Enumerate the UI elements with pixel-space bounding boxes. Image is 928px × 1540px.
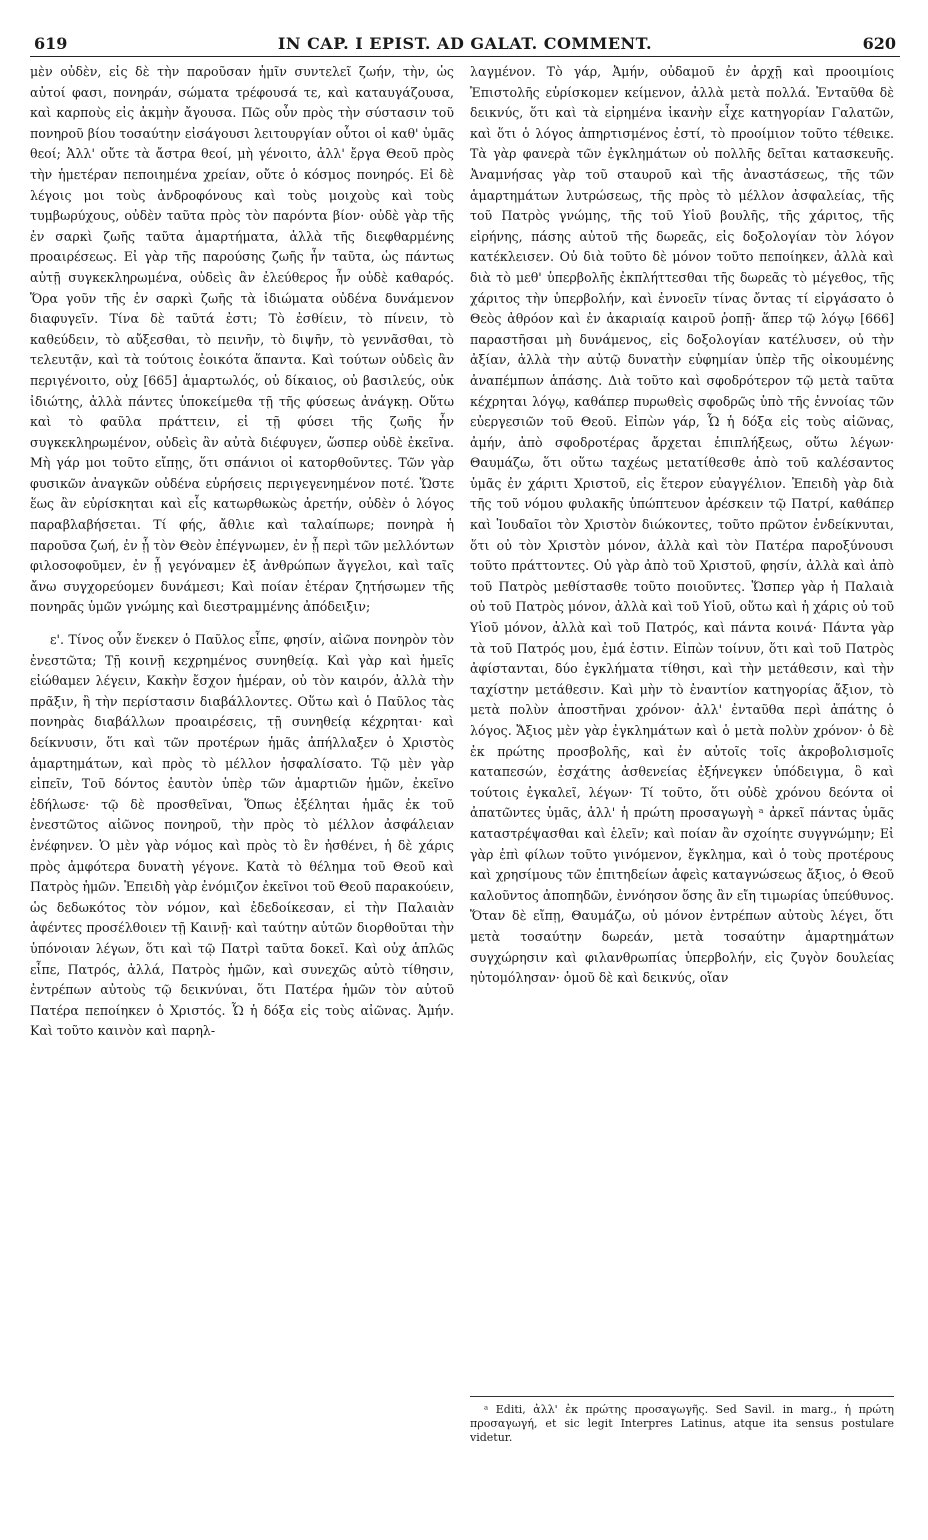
page-number-left: 619 (34, 34, 68, 53)
page-number-right: 620 (862, 34, 896, 53)
left-paragraph-2: ε'. Τίνος οὖν ἕνεκεν ὁ Παῦλος εἶπε, φησίν, αἰῶνα πονηρὸν τὸν ἐνεστῶτα; Τῇ κοινῇ κεχρημένος συνηθείᾳ. Καὶ γὰρ καὶ ἡμεῖς εἰώθαμεν λέγειν, Κακὴν ἔσχον ἡμέραν, οὐ τὸν καιρόν, ἀλλὰ τὴν πρᾶξιν, ἢ τὴν περίστασιν διαβάλλοντες. Οὕτω καὶ ὁ Παῦλος τὰς πονηρὰς διαβάλλων προαιρέσεις, τῇ συνηθείᾳ κέχρηται· καὶ δείκνυσιν, ὅτι καὶ τῶν προτέρων ἡμᾶς ἀπήλλαξεν ὁ Χριστὸς ἁμαρτημάτων, καὶ πρὸς τὸ μέλλον ἠσφαλίσατο. Τῷ μὲν γὰρ εἰπεῖν, Τοῦ δόντος ἑαυτὸν ὑπὲρ τῶν ἁμαρτιῶν ἡμῶν, ἐκεῖνο ἐδήλωσε· τῷ δὲ προσθεῖναι, Ὅπως ἐξέληται ἡμᾶς ἐκ τοῦ ἐνεστῶτος αἰῶνος πονηροῦ, τὴν πρὸς τὸ μέλλον ἀσφάλειαν ἐνέφηνεν. Ὁ μὲν γὰρ νόμος καὶ πρὸς τὸ ἓν ἠσθένει, ἡ δὲ χάρις πρὸς ἀμφότερα δυνατὴ γέγονε. Κατὰ τὸ θέλημα τοῦ Θεοῦ καὶ Πατρὸς ἡμῶν. Ἐπειδὴ γὰρ ἐνόμιζον ἐκεῖνοι τοῦ Θεοῦ παρακούειν, ὡς δεδωκότος τὸν νόμον, καὶ ἐδεδοίκεσαν, εἰ τὴν Παλαιὰν ἀφέντες προσέλθοιεν τῇ Καινῇ· καὶ ταύτην αὐτῶν διορθοῦται τὴν ὑπόνοιαν λέγων, ὅτι καὶ τῷ Πατρὶ ταῦτα δοκεῖ. Καὶ οὐχ ἁπλῶς εἶπε, Πατρός, ἀλλά, Πατρὸς ἡμῶν, καὶ συνεχῶς αὐτὸ τίθησιν, ἐντρέπων αὐτοὺς τῷ δεικνύναι, ὅτι Πατέρα ἡμῶν τὸν αὐτοῦ Πατέρα πεποίηκεν ὁ Χριστός. Ὧ ἡ δόξα εἰς τοὺς αἰῶνας. Ἀμήν. Καὶ τοῦτο καινὸν καὶ παρηλ- (30, 632, 454, 1039)
left-paragraph-1: μὲν οὐδὲν, εἰς δὲ τὴν παροῦσαν ἡμῖν συντελεῖ ζωήν, τὴν, ὡς αὐτοί φασι, πονηράν, σώματα τρέφουσά τε, καὶ καταυγάζουσα, καὶ καρποὺς εἰς ἀκμὴν ἄγουσα. Πῶς οὖν πρὸς τὴν σύστασιν τοῦ πονηροῦ βίου τοσαύτην εἰσάγουσι λειτουργίαν οὗτοι οἱ καθ' ὑμᾶς θεοί; Ἀλλ' οὔτε τὰ ἄστρα θεοί, μὴ γένοιτο, ἀλλ' ἔργα Θεοῦ πρὸς τὴν ἡμετέραν πεποιημένα χρείαν, οὔτε ὁ κόσμος πονηρός. Εἰ δὲ λέγοις μοι τοὺς ἀνδροφόνους καὶ τοὺς μοιχοὺς καὶ τοὺς τυμβωρύχους, οὐδὲν ταῦτα πρὸς τὸν παρόντα βίον· οὐδὲ γὰρ τῆς ἐν σαρκὶ ζωῆς ταῦτα ἁμαρτήματα, ἀλλὰ τῆς διεφθαρμένης προαιρέσεως. Εἰ γὰρ τῆς παρούσης ζωῆς ἦν ταῦτα, ὡς πάντως αὐτῇ συγκεκληρωμένα, οὐδεὶς ἂν ἐλεύθερος ἦν οὐδὲ καθαρός. Ὅρα γοῦν τῆς ἐν σαρκὶ ζωῆς τὰ ἰδιώματα οὐδένα δυνάμενον διαφυγεῖν. Τίνα δὲ ταῦτά ἐστι; Τὸ ἐσθίειν, τὸ πίνειν, τὸ καθεύδειν, τὸ αὔξεσθαι, τὸ πεινῆν, τὸ διψῆν, τὸ γεννᾶσθαι, τὸ τελευτᾷν, καὶ τὰ τούτοις ἐοικότα ἅπαντα. Καὶ τούτων οὐδεὶς ἂν περιγένοιτο, οὐχ [665] ἁμαρτωλός, οὐ δίκαιος, οὐ βασιλεύς, οὐκ ἰδιώτης, ἀλλὰ πάντες ὑποκείμεθα τῇ τῆς φύσεως ἀνάγκῃ. Οὕτω καὶ τὸ φαῦλα πράττειν, εἰ τῇ φύσει τῆς ζωῆς ἦν συγκεκληρωμένον, οὐδεὶς ἂν αὐτὰ διέφυγεν, ὥσπερ οὐδὲ ἐκεῖνα. Μὴ γάρ μοι τοῦτο εἴπῃς, ὅτι σπάνιοι οἱ κατορθοῦντες. Τῶν γὰρ φυσικῶν ἀναγκῶν οὐδένα εὑρήσεις περιγεγενημένον ποτέ. Ὥστε ἕως ἂν εὑρίσκηται καὶ εἷς κατωρθωκὼς ἀρετήν, οὐδὲν ὁ λόγος παραβλαβήσεται. Τί φής, ἄθλιε καὶ ταλαίπωρε; πονηρὰ ἡ παροῦσα ζωή, ἐν ᾗ τὸν Θεὸν ἐπέγνωμεν, ἐν ᾗ περὶ τῶν μελλόντων φιλοσοφοῦμεν, ἐν ᾗ γεγόναμεν ἐξ ἀνθρώπων ἄγγελοι, καὶ ταῖς ἄνω συγχορεύομεν δυνάμεσι; Καὶ ποίαν ἑτέραν ζητήσωμεν τῆς πονηρᾶς ὑμῶν γνώμης καὶ διεστραμμένης ἀπόδειξιν; (30, 64, 454, 615)
right-paragraph-1: λαγμένον. Τὸ γάρ, Ἀμήν, οὐδαμοῦ ἐν ἀρχῇ καὶ προοιμίοις Ἐπιστολῆς εὑρίσκομεν κείμενον, ἀλλὰ μετὰ πολλά. Ἐνταῦθα δὲ δεικνύς, ὅτι καὶ τὰ εἰρημένα ἱκανὴν εἶχε κατηγορίαν Γαλατῶν, καὶ ὅτι ὁ λόγος ἀπηρτισμένος ἐστί, τὸ προοίμιον τοῦτο τέθεικε. Τὰ γὰρ φανερὰ τῶν ἐγκλημάτων οὐ πολλῆς δεῖται κατασκευῆς. Ἀναμνήσας γὰρ τοῦ σταυροῦ καὶ τῆς ἀναστάσεως, τῆς τῶν ἁμαρτημάτων λυτρώσεως, τῆς πρὸς τὸ μέλλον ἀσφαλείας, τῆς τοῦ Πατρὸς γνώμης, τῆς τοῦ Υἱοῦ βουλῆς, τῆς χάριτος, τῆς εἰρήνης, πάσης αὐτοῦ τῆς δωρεᾶς, εἰς δοξολογίαν τὸν λόγον κατέκλεισεν. Οὐ διὰ τοῦτο δὲ μόνον τοῦτο πεποίηκεν, ἀλλὰ καὶ διὰ τὸ μεθ' ὑπερβολῆς ἐκπλήττεσθαι τῆς δωρεᾶς τὸ μέγεθος, τῆς χάριτος τὴν ὑπερβολήν, καὶ ἐννοεῖν τίνας ὄντας τί εἰργάσατο ὁ Θεὸς ἀθρόον καὶ ἐν ἀκαριαίᾳ καιροῦ ῥοπῇ· ἅπερ τῷ λόγῳ [666] παραστῆσαι μὴ δυνάμενος, εἰς δοξολογίαν κατέλυσεν, οὐ τὴν ἀξίαν, ἀλλὰ τὴν αὐτῷ δυνατὴν εὐφημίαν ὑπὲρ τῆς οἰκουμένης ἀναπέμπων ἁπάσης. Διὰ τοῦτο καὶ σφοδρότερον τῷ μετὰ ταῦτα κέχρηται λόγῳ, καθάπερ πυρωθεὶς σφοδρῶς ὑπὸ τῆς ἐννοίας τῶν εὐεργεσιῶν τοῦ Θεοῦ. Εἰπὼν γάρ, Ὧ ἡ δόξα εἰς τοὺς αἰῶνας, ἀμήν, ἀπὸ σφοδροτέρας ἄρχεται ἐπιπλήξεως, οὕτω λέγων· Θαυμάζω, ὅτι οὕτω ταχέως μετατίθεσθε ἀπὸ τοῦ καλέσαντος ὑμᾶς ἐν χάριτι Χριστοῦ, εἰς ἕτερον εὐαγγέλιον. Ἐπειδὴ γὰρ διὰ τῆς τοῦ νόμου φυλακῆς ὑπώπτευον ἀρέσκειν τῷ Πατρί, καθάπερ καὶ Ἰουδαῖοι τὸν Χριστὸν διώκοντες, τοῦτο πρῶτον ἐνδείκνυται, ὅτι οὐ τὸν Χριστὸν μόνον, ἀλλὰ καὶ τὸν Πατέρα παροξύνουσι τοῦτο πράττοντες. Οὐ γὰρ ἀπὸ τοῦ Χριστοῦ, φησίν, ἀλλὰ καὶ ἀπὸ τοῦ Πατρὸς μεθίστασθε τοῦτο ποιοῦντες. Ὥσπερ γὰρ ἡ Παλαιὰ οὐ τοῦ Πατρὸς μόνον, ἀλλὰ καὶ τοῦ Υἱοῦ, οὕτω καὶ ἡ χάρις οὐ τοῦ Υἱοῦ μόνον, ἀλλὰ καὶ τοῦ Πατρός, καὶ πάντα κοινά· Πάντα γὰρ τὰ τοῦ Πατρός μου, ἐμά ἐστιν. Εἰπὼν τοίνυν, ὅτι καὶ τοῦ Πατρὸς ἀφίστανται, δύο ἐγκλήματα τίθησι, καὶ τὴν μετάθεσιν, καὶ τὴν ταχίστην μετάθεσιν. Καὶ μὴν τὸ ἐναντίον κατηγορίας ἄξιον, τὸ μετὰ πολὺν ἀποστῆναι χρόνον· ἀλλ' ἐνταῦθα περὶ ἀπάτης ὁ λόγος. Ἄξιος μὲν γὰρ ἐγκλημάτων καὶ ὁ μετὰ πολὺν χρόνον· ὁ δὲ ἐκ πρώτης προσβολῆς, καὶ ἐν αὐτοῖς τοῖς ἀκροβολισμοῖς καταπεσών, ἐσχάτης ἀσθενείας ἐξήνεγκεν ὑπόδειγμα, ὃ καὶ τούτοις ἐγκαλεῖ, λέγων· Τί τοῦτο, ὅτι οὐδὲ χρόνου δεόντα οἱ ἀπατῶντες ὑμᾶς, ἀλλ' ἡ πρώτη προσαγωγὴ ᵃ ἀρκεῖ πάντας ὑμᾶς καταστρέψασθαι καὶ ἑλεῖν; καὶ ποίαν ἂν σχοίητε συγγνώμην; Εἰ γὰρ ἐπὶ φίλων τοῦτο γινόμενον, ἔγκλημα, καὶ ὁ τοὺς προτέρους καὶ χρησίμους τῶν ἐπιτηδείων ἀφεὶς καταγνώσεως ἄξιος, ὁ Θεοῦ καλοῦντος ἀποπηδῶν, ἐννόησον ὅσης ἂν εἴη τιμωρίας ὑπεύθυνος. Ὅταν δὲ εἴπῃ, Θαυμάζω, οὐ μόνον ἐντρέπων αὐτοὺς λέγει, ὅτι μετὰ τοσαύτην δωρεάν, μετὰ τοσαύτην ἁμαρτημάτων συγχώρησιν καὶ φιλανθρωπίας ὑπερβολήν, εἰς ζυγὸν δουλείας ηὐτομόλησαν· ὁμοῦ δὲ καὶ δεικνύς, οἵαν (470, 64, 894, 986)
running-header (30, 30, 900, 57)
footnote-text: ᵃ Editi, ἀλλ' ἐκ πρώτης προσαγωγῆς. Sed Savil. in marg., ἡ πρώτη προσαγωγή, et sic legit Interpres Latinus, atque ita sensus postulare videtur. (470, 1403, 894, 1444)
running-title: IN CAP. I EPIST. AD GALAT. COMMENT. (277, 34, 653, 53)
footnote (470, 1396, 894, 1445)
right-column (470, 62, 894, 989)
left-column (30, 62, 454, 1042)
